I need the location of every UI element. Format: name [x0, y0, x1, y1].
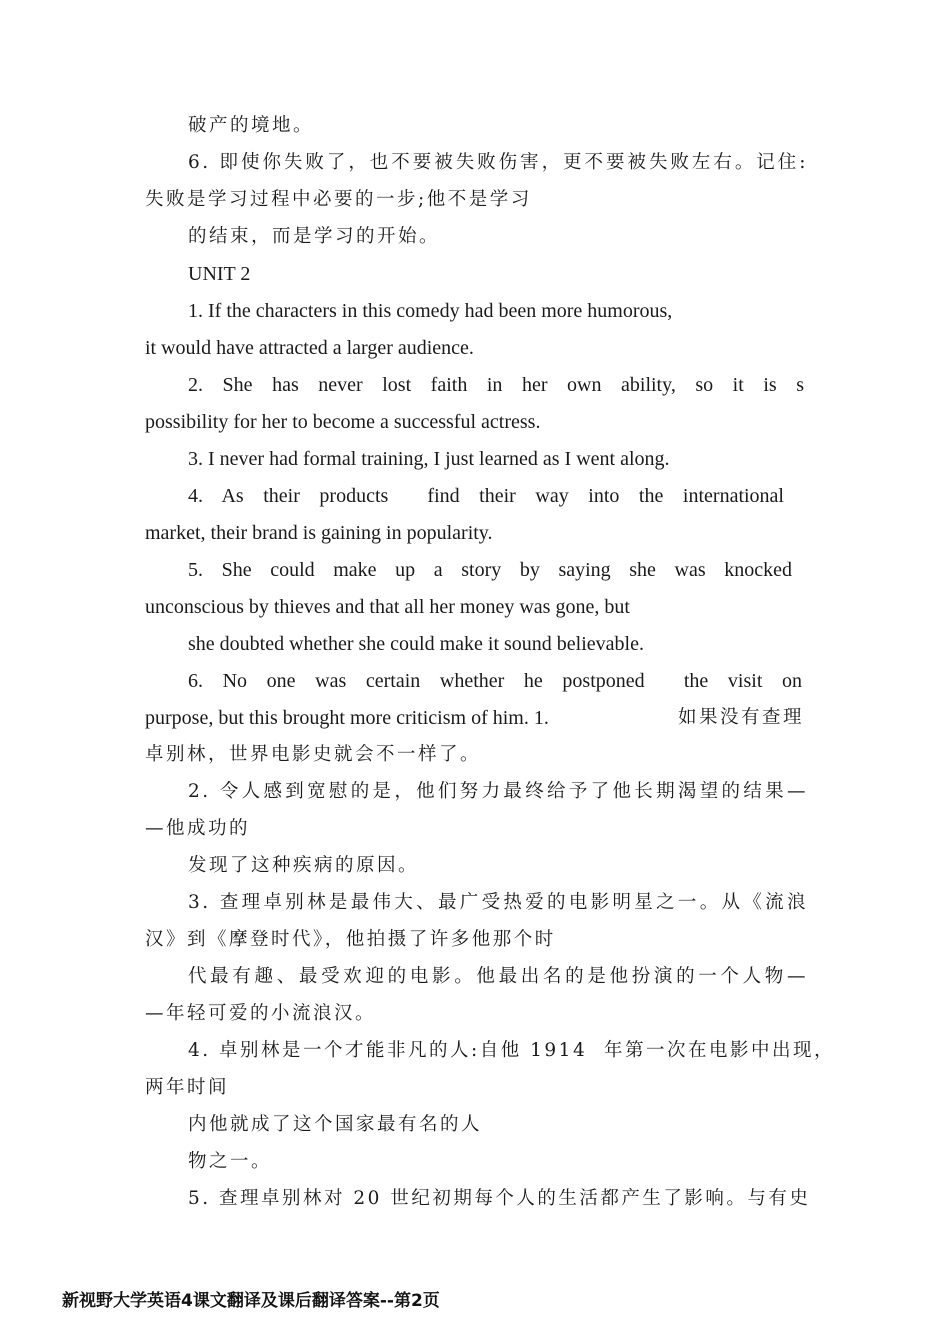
text-line: —他成功的: [145, 818, 251, 839]
text-line: 5. She could make up a story by saying she was knocked: [188, 559, 792, 581]
text-line: 2. She has never lost faith in her own ability, so it is s: [188, 374, 804, 396]
text-line: purpose, but this brought more criticism of him. 1.: [145, 707, 549, 729]
text-line: 的结束，而是学习的开始。: [188, 226, 441, 247]
text-line: 代最有趣、最受欢迎的电影。他最出名的是他扮演的一个人物—: [188, 966, 808, 987]
text-line: 5. 查理卓别林对 20 世纪初期每个人的生活都产生了影响。与有史: [188, 1188, 811, 1209]
text-line: 6. No one was certain whether he postponed the visit on: [188, 670, 802, 692]
text-line: —年轻可爱的小流浪汉。: [145, 1003, 377, 1024]
text-line: 失败是学习过程中必要的一步;他不是学习: [145, 189, 532, 210]
text-line: possibility for her to become a successful actress.: [145, 411, 541, 433]
text-line: 破产的境地。: [188, 115, 315, 136]
text-line: 3. 查理卓别林是最伟大、最广受热爱的电影明星之一。从《流浪: [188, 892, 808, 913]
text-line: unconscious by thieves and that all her money was gone, but: [145, 596, 630, 618]
text-line: 如果没有查理: [678, 707, 805, 728]
text-line: 汉》到《摩登时代》，他拍摄了许多他那个时: [145, 929, 556, 950]
text-line: she doubted whether she could make it sound believable.: [188, 633, 644, 655]
text-line: 1. If the characters in this comedy had been more humorous,: [188, 300, 673, 322]
text-line: 6. 即使你失败了，也不要被失败伤害，更不要被失败左右。记住:: [188, 152, 808, 173]
page-footer: 新视野大学英语4课文翻译及课后翻译答案--第2页: [62, 1291, 440, 1311]
text-line: 2. 令人感到宽慰的是，他们努力最终给予了他长期渴望的结果—: [188, 781, 808, 802]
text-line: market, their brand is gaining in popularity.: [145, 522, 493, 544]
text-line: 内他就成了这个国家最有名的人: [188, 1114, 483, 1135]
unit-heading: UNIT 2: [188, 263, 251, 285]
text-line: it would have attracted a larger audience.: [145, 337, 474, 359]
text-line: 4. 卓别林是一个才能非凡的人:自他 1914 年第一次在电影中出现，: [188, 1040, 835, 1061]
text-line: 卓别林，世界电影史就会不一样了。: [145, 744, 482, 765]
text-line: 发现了这种疾病的原因。: [188, 855, 420, 876]
text-line: 两年时间: [145, 1077, 230, 1098]
text-line: 4. As their products find their way into the international: [188, 485, 784, 507]
text-line: 3. I never had formal training, I just learned as I went along.: [188, 448, 670, 470]
text-line: 物之一。: [188, 1151, 273, 1172]
